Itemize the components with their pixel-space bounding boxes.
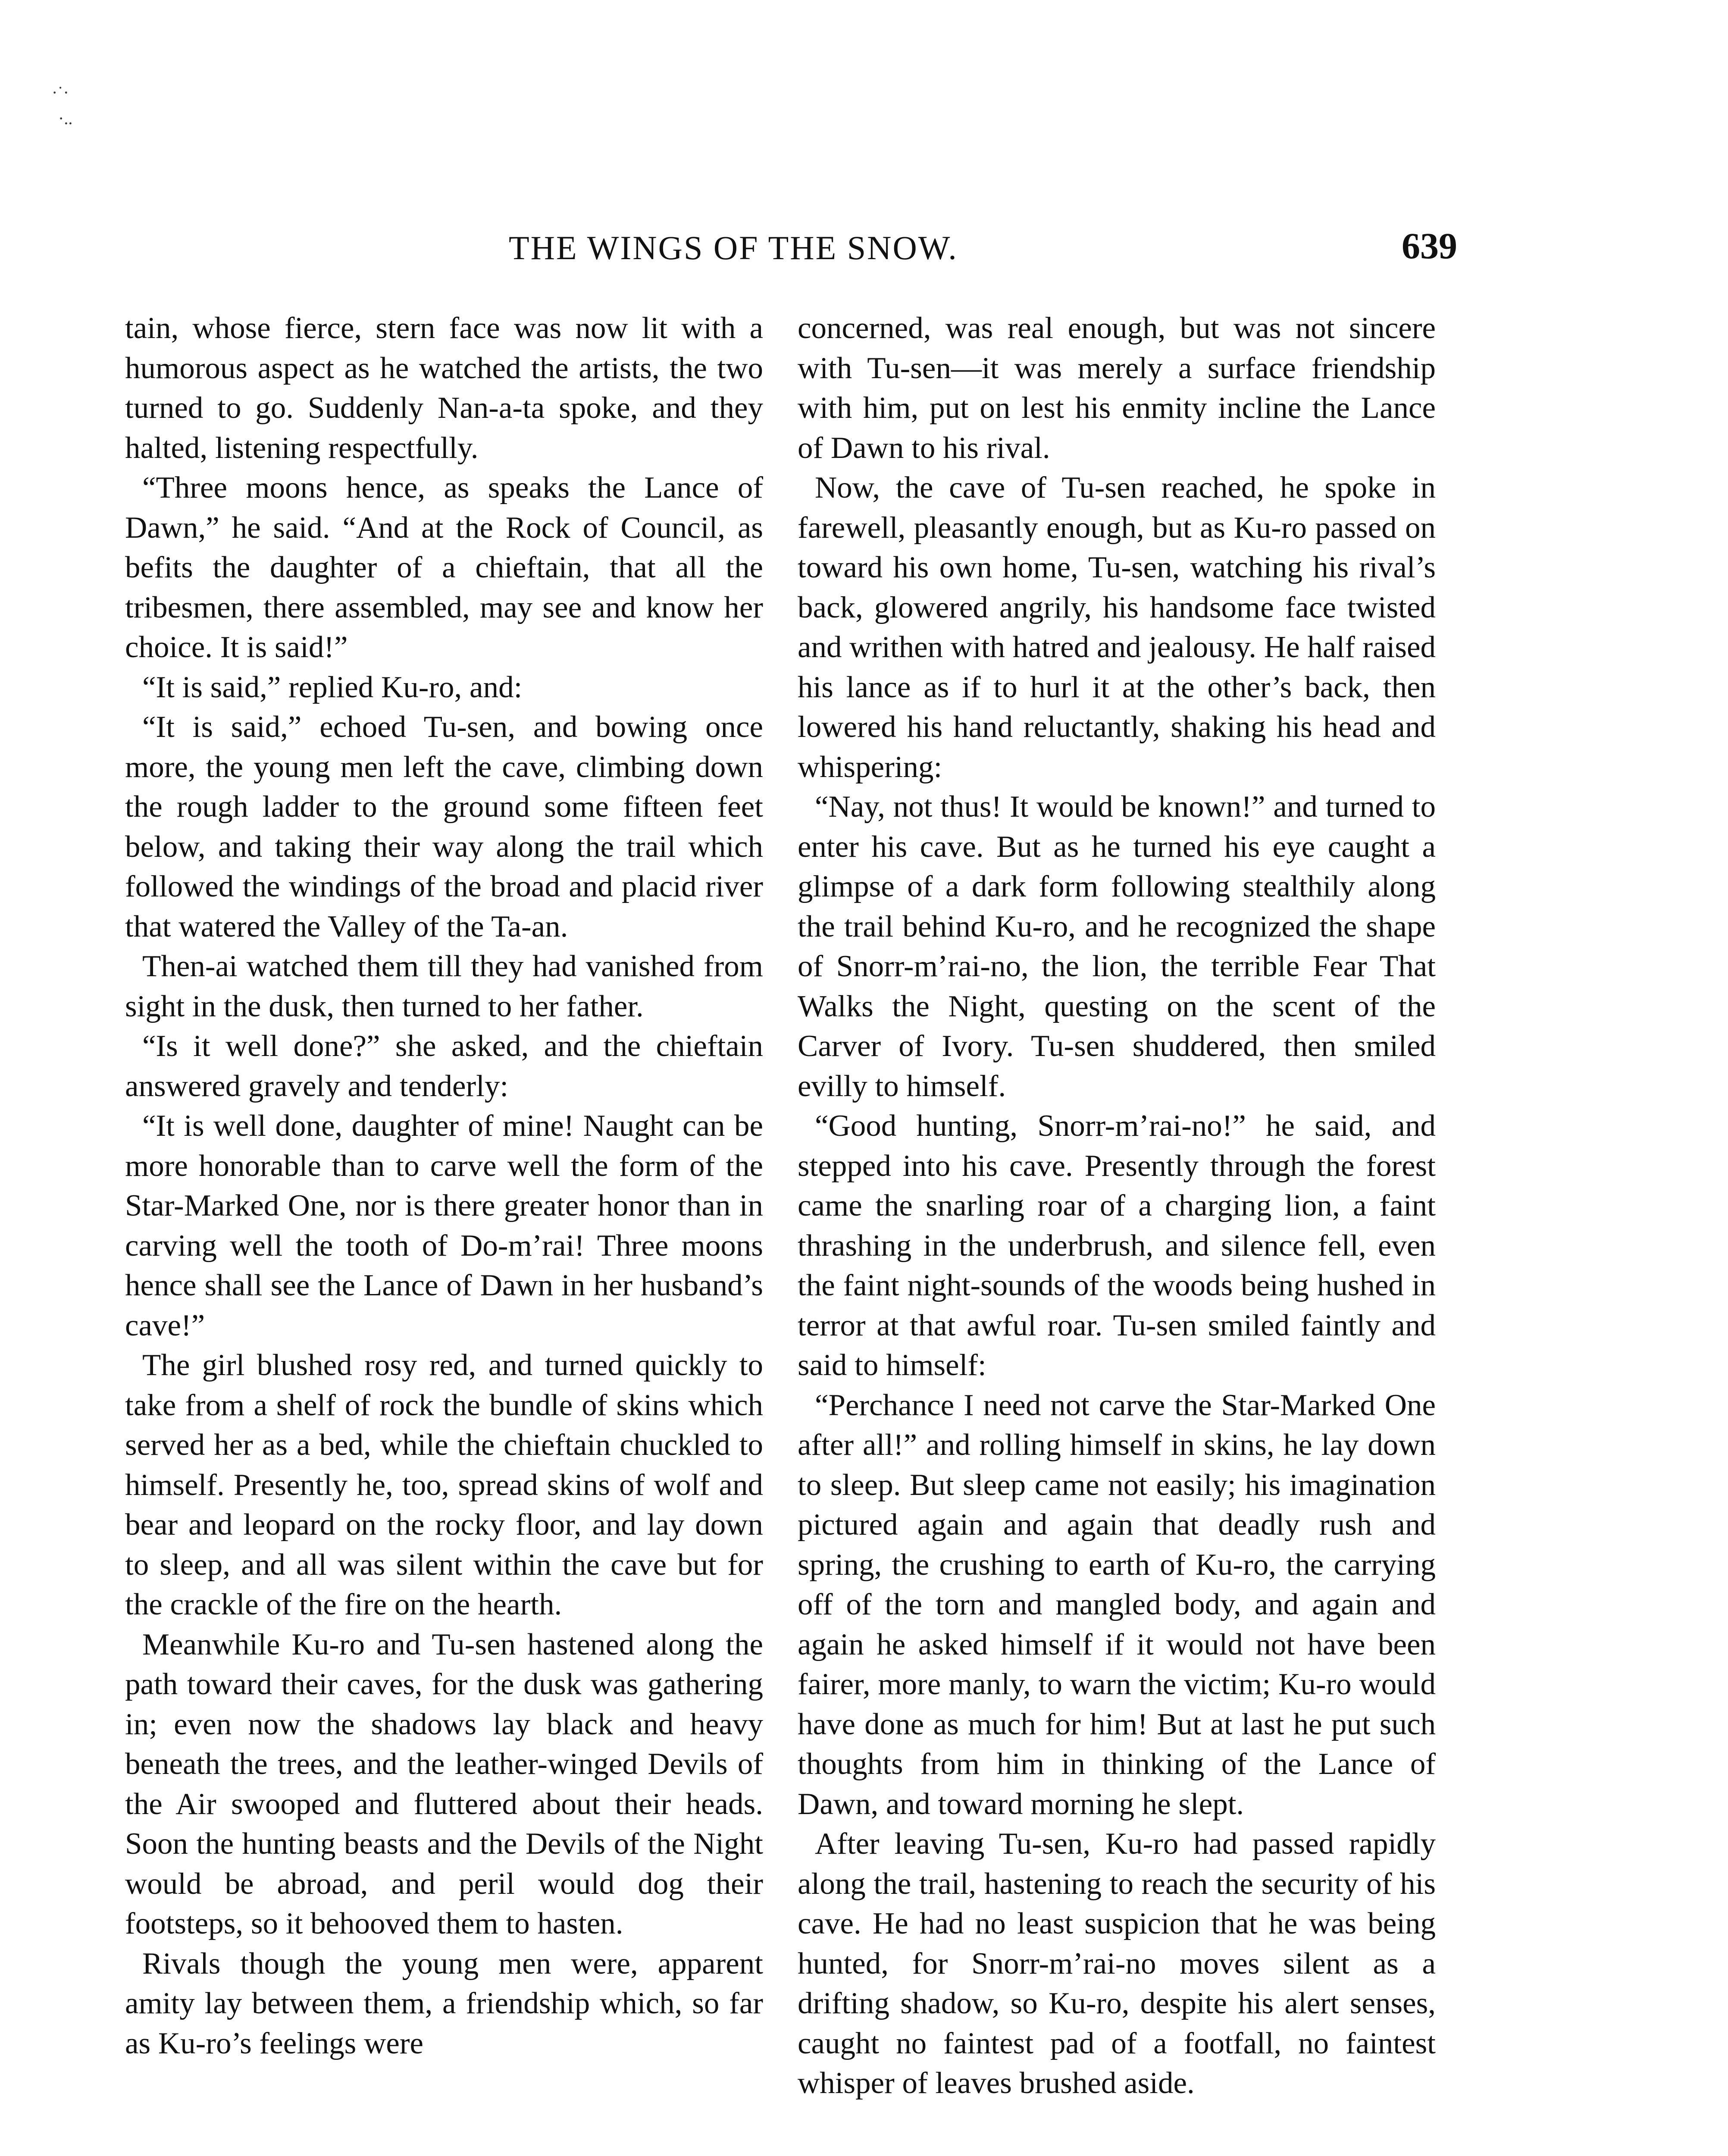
paragraph: After leaving Tu-sen, Ku-ro had passed rapidly along the trail, hastening to reach the security of his cave. He had no least suspicion that he was being hunted, for Snorr-m’rai-no moves silent as a drifting shadow, so Ku-ro, despite his alert senses, caught no faintest pad of a footfall, no faintest whisper of leaves brushed aside. — [798, 1827, 1436, 2100]
paragraph: The girl blushed rosy red, and turned quickly to take from a shelf of rock the bundle of skins which served her as a bed, while the chieftain chuckled to himself. Presently he, too, spread skins of wolf and bear and leopard on the rocky floor, and lay down to sleep, and all was silent within the cave but for the crackle of the fire on the hearth. — [125, 1348, 763, 1621]
scan-speck: ·˙· — [52, 83, 69, 102]
paragraph: Rivals though the young men were, apparent amity lay between them, a friendship which, so far as Ku-ro’s feelings were — [125, 1946, 763, 2060]
running-head: THE WINGS OF THE SNOW. — [509, 229, 958, 266]
paragraph: “It is said,” replied Ku-ro, and: — [142, 670, 523, 704]
paragraph: “Good hunting, Snorr-m’rai-no!” he said, and stepped into his cave. Presently through the forest came the snarling roar of a charging lion, a faint thrashing in the underbrush, and silence fell, even the faint night-sounds of the woods being hushed in terror at that awful roar. Tu-sen smiled faintly and said to himself: — [798, 1109, 1436, 1382]
text-columns — [125, 308, 1457, 2156]
right-column — [798, 308, 1436, 2103]
paragraph: Then-ai watched them till they had vanished from sight in the dusk, then turned to her father. — [125, 950, 763, 1023]
paragraph: “It is well done, daughter of mine! Naught can be more honorable than to carve well the form of the Star-Marked One, nor is there greater honor than in carving well the tooth of Do-m’rai! Three moons hence shall see the Lance of Dawn in her husband’s cave!” — [125, 1109, 763, 1342]
paragraph: “Three moons hence, as speaks the Lance of Dawn,” he said. “And at the Rock of Council, as befits the daughter of a chieftain, that all the tribesmen, there assembled, may see and know her choice. It is said!” — [125, 471, 763, 664]
page-header — [125, 224, 1457, 285]
paragraph: Meanwhile Ku-ro and Tu-sen hastened along the path toward their caves, for the dusk was gathering in; even now the shadows lay black and heavy beneath the trees, and the leather-winged Devils of the Air swooped and fluttered about their heads. Soon the hunting beasts and the Devils of the Night would be abroad, and peril would dog their footsteps, so it behooved them to hasten. — [125, 1627, 763, 1940]
paragraph: Now, the cave of Tu-sen reached, he spoke in farewell, pleasantly enough, but as Ku-ro passed on toward his own home, Tu-sen, watching his rival’s back, glowered angrily, his handsome face twisted and writhen with hatred and jealousy. He half raised his lance as if to hurl it at the other’s back, then lowered his hand reluctantly, shaking his head and whispering: — [798, 471, 1436, 784]
paragraph: tain, whose fierce, stern face was now lit with a humorous aspect as he watched the artists, the two turned to go. Suddenly Nan-a-ta spoke, and they halted, listening respectfully. — [125, 311, 763, 465]
paragraph: “It is said,” echoed Tu-sen, and bowing once more, the young men left the cave, climbing down the rough ladder to the ground some fifteen feet below, and taking their way along the trail which followed the windings of the broad and placid river that watered the Valley of the Ta-an. — [125, 710, 763, 943]
paragraph: “Perchance I need not carve the Star-Marked One after all!” and rolling himself in skins, he lay down to sleep. But sleep came not easily; his imagination pictured again and again that deadly rush and spring, the crushing to earth of Ku-ro, the carrying off of the torn and mangled body, and again and again he asked himself if it would not have been fairer, more manly, to warn the victim; Ku-ro would have done as much for him! But at last he put such thoughts from him in thinking of the Lance of Dawn, and toward morning he slept. — [798, 1388, 1436, 1821]
paragraph: concerned, was real enough, but was not sincere with Tu-sen—it was merely a surface friendship with him, put on lest his enmity incline the Lance of Dawn to his rival. — [798, 311, 1436, 465]
scan-speck: ·.. — [58, 109, 73, 128]
paragraph: “Nay, not thus! It would be known!” and turned to enter his cave. But as he turned his eye caught a glimpse of a dark form following stealthily along the trail behind Ku-ro, and he recognized the shape of Snorr-m’rai-no, the lion, the terrible Fear That Walks the Night, questing on the scent of the Carver of Ivory. Tu-sen shuddered, then smiled evilly to himself. — [798, 790, 1436, 1103]
left-column — [125, 308, 763, 2063]
page-number: 639 — [1402, 225, 1457, 266]
paragraph: “Is it well done?” she asked, and the chieftain answered gravely and tenderly: — [125, 1029, 763, 1103]
